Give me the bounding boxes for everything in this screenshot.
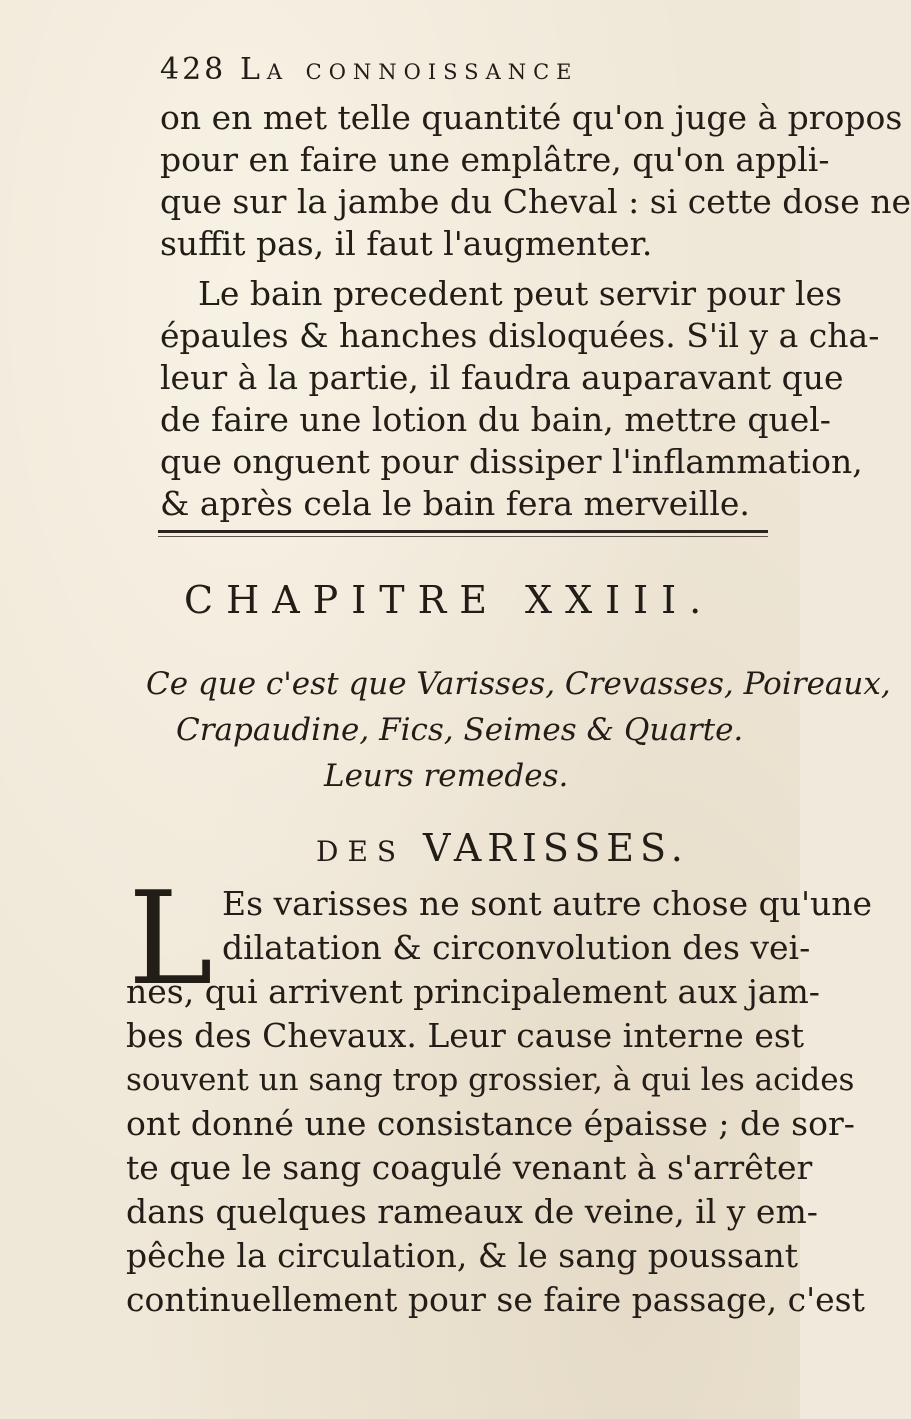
running-header xyxy=(160,52,800,96)
running-title: La connoissance xyxy=(240,52,579,87)
text-line: suffit pas, il faut l'augmenter. xyxy=(160,224,653,263)
text-line: ont donné une consistance épaisse ; de sor- xyxy=(126,1104,855,1143)
chapter-subtitle: Leurs remedes. xyxy=(324,758,569,794)
text-line: Es varisses ne sont autre chose qu'une xyxy=(222,884,873,923)
text-line: nes, qui arrivent principalement aux jam- xyxy=(126,972,820,1011)
text-line: que onguent pour dissiper l'inflammation, xyxy=(160,442,863,481)
section-heading-main: VARISSES. xyxy=(422,826,689,870)
text-line: souvent un sang trop grossier, à qui les acides xyxy=(126,1062,855,1098)
text-line: dilatation & circonvolution des vei- xyxy=(222,928,811,967)
section-heading xyxy=(316,826,689,870)
text-line: pour en faire une emplâtre, qu'on appli- xyxy=(160,140,830,179)
text-line: & après cela le bain fera merveille. xyxy=(160,484,750,523)
text-line: leur à la partie, il faudra auparavant que xyxy=(160,358,844,397)
text-line: bes des Chevaux. Leur cause interne est xyxy=(126,1016,805,1055)
section-heading-prefix: DES xyxy=(316,835,406,868)
text-line: on en met telle quantité qu'on juge à propos xyxy=(160,98,903,137)
text-line: te que le sang coagulé venant à s'arrêter xyxy=(126,1148,813,1187)
chapter-subtitle: Crapaudine, Fics, Seimes & Quarte. xyxy=(176,712,744,748)
text-line: Le bain precedent peut servir pour les xyxy=(198,274,843,313)
chapter-title: CHAPITRE XXIII. xyxy=(184,578,715,622)
text-line: pêche la circulation, & le sang poussant xyxy=(126,1236,799,1275)
chapter-subtitle: Ce que c'est que Varisses, Crevasses, Poireaux, xyxy=(146,666,891,702)
page-number: 428 xyxy=(160,52,227,87)
section-rule xyxy=(158,530,768,533)
text-line: continuellement pour se faire passage, c'est xyxy=(126,1280,865,1319)
drop-capital: L xyxy=(128,865,213,1014)
text-line: que sur la jambe du Cheval : si cette dose ne xyxy=(160,182,911,221)
text-line: de faire une lotion du bain, mettre quel- xyxy=(160,400,831,439)
text-line: dans quelques rameaux de veine, il y em- xyxy=(126,1192,818,1231)
section-rule-thin xyxy=(158,536,768,537)
text-line: épaules & hanches disloquées. S'il y a cha- xyxy=(160,316,880,355)
